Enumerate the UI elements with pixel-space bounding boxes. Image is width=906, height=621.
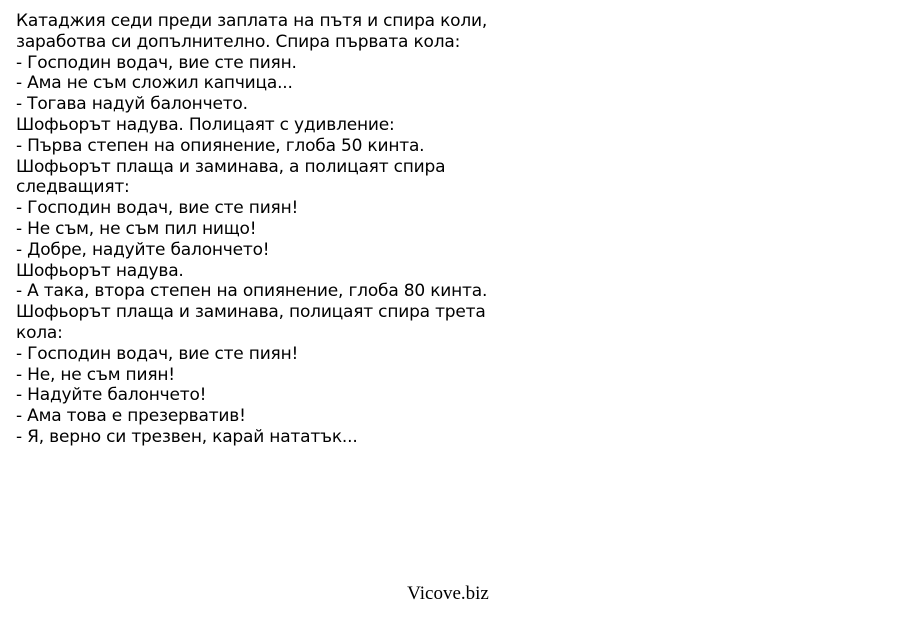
joke-line: - Ама това е презерватив!: [16, 406, 246, 427]
joke-line: - Господин водач, вие сте пиян!: [16, 343, 299, 364]
joke-line: - Не съм, не съм пил нищо!: [16, 218, 257, 239]
joke-line: - Я, верно си трезвен, карай нататък...: [16, 426, 358, 447]
joke-line: Шофьорът плаща и заминава, а полицаят спира: [16, 156, 446, 177]
joke-line: - Добре, надуйте балончето!: [16, 239, 270, 260]
joke-text: [16, 11, 576, 448]
joke-line: - Първа степен на опиянение, глоба 50 кинта.: [16, 135, 425, 156]
joke-line: - А така, втора степен на опиянение, глоба 80 кинта.: [16, 281, 488, 302]
joke-line: Катаджия седи преди заплата на пътя и спира коли,: [16, 11, 488, 31]
joke-line: - Ама не съм сложил капчица...: [16, 73, 293, 94]
joke-line: Шофьорът плаща и заминава, полицаят спира трета: [16, 302, 486, 323]
site-watermark: Vicove.biz: [407, 583, 489, 604]
joke-line: заработва си допълнително. Спира първата кола:: [16, 31, 461, 52]
joke-line: следващият:: [16, 177, 130, 198]
joke-line: - Не, не съм пиян!: [16, 364, 175, 385]
joke-line: кола:: [16, 322, 63, 343]
joke-line: Шофьорът надува. Полицаят с удивление:: [16, 114, 395, 135]
joke-line: - Надуйте балончето!: [16, 385, 207, 406]
joke-line: - Господин водач, вие сте пиян.: [16, 52, 297, 73]
joke-line: - Тогава надуй балончето.: [16, 94, 248, 115]
joke-line: - Господин водач, вие сте пиян!: [16, 198, 299, 219]
joke-line: Шофьорът надува.: [16, 260, 184, 281]
